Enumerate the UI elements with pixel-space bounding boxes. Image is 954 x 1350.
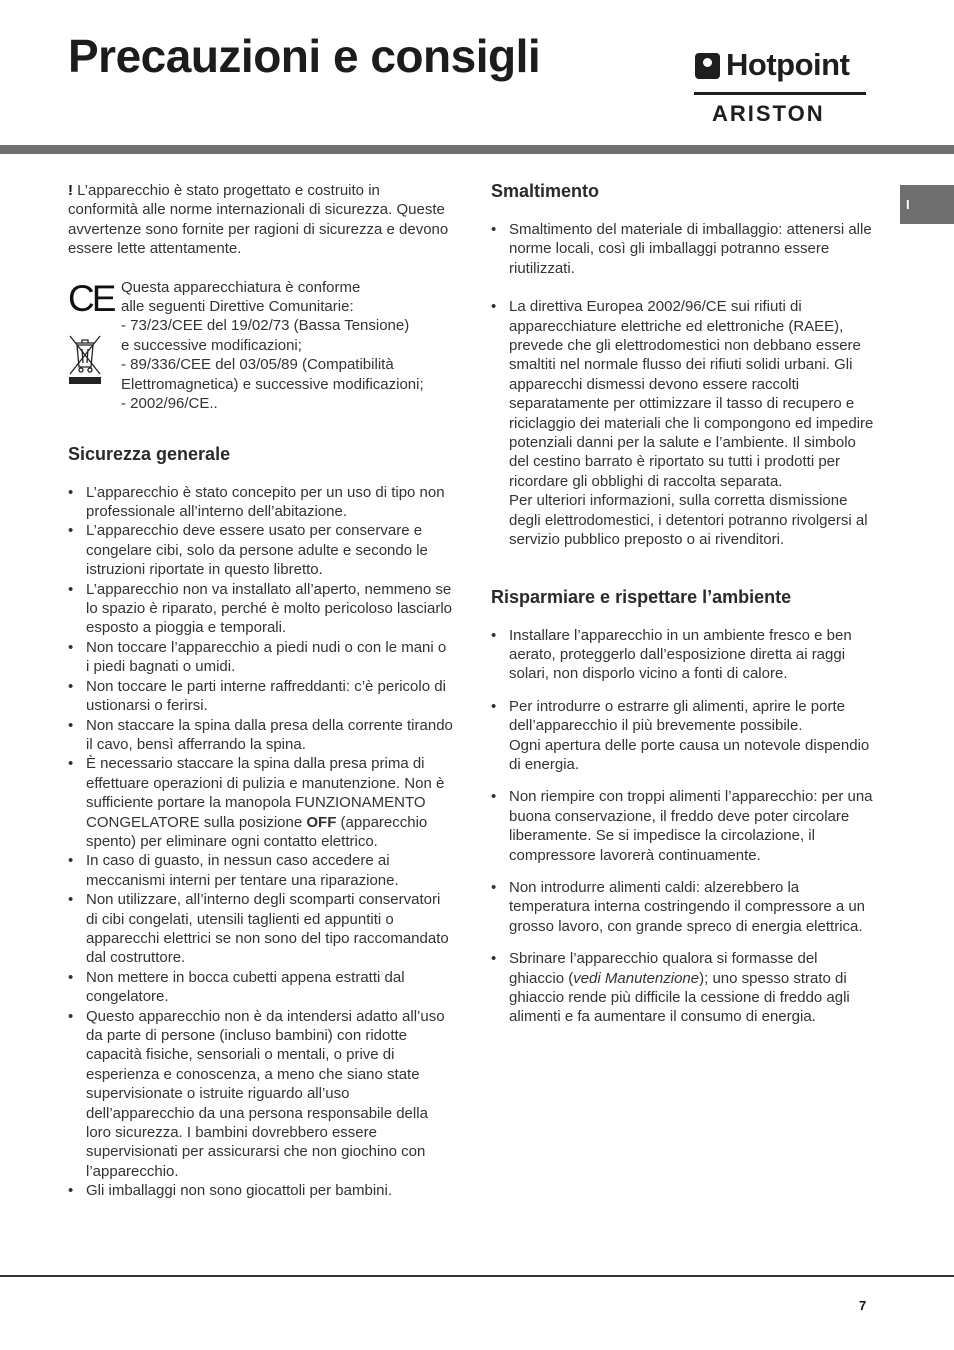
page-title: Precauzioni e consigli (68, 30, 541, 82)
list-item (68, 754, 453, 851)
ce-directives-text (121, 278, 453, 414)
list-item (491, 297, 876, 549)
ce-line: Questa apparecchiatura è conforme (121, 278, 361, 296)
list-item: • Smaltimento del materiale di imballaggio: attenersi alle norme locali, così gli imballaggi potranno essere riutilizzati. (491, 220, 876, 278)
list-item: • L’apparecchio è stato concepito per un uso di tipo non professionale all’interno dell’abitazione. (68, 483, 453, 522)
page-number: 7 (859, 1298, 867, 1313)
list-item: • Non mettere in bocca cubetti appena estratti dal congelatore. (68, 968, 453, 1007)
ce-line: Elettromagnetica) e successive modificazioni; (121, 375, 424, 393)
logo-brand-text: Hotpoint (726, 47, 850, 82)
list-item: • Non riempire con troppi alimenti l’apparecchio: per una buona conservazione, il freddo deve poter circolare liberamente. Se si impedisce la circolazione, il compressore lavorerà continuamente. (491, 787, 876, 865)
raee-info-text: Per ulteriori informazioni, sulla corretta dismissione degli elettrodomestici, i detentori potranno rivolgersi al servizio pubblico preposto o ai rivenditori. (509, 492, 868, 549)
ce-line: - 73/23/CEE del 19/02/73 (Bassa Tensione) (121, 317, 410, 335)
list-item: • Gli imballaggi non sono giocattoli per bambini. (68, 1181, 453, 1200)
logo-divider (694, 92, 866, 95)
doors-text: • Per introdurre o estrarre gli alimenti, aprire le porte dell’apparecchio il più brevemente possibile. (509, 697, 845, 735)
list-item: • Non introdurre alimenti caldi: alzerebbero la temperatura interna costringendo il compressore a un grosso lavoro, con grande spreco di energia elettrica. (491, 878, 876, 936)
footer-rule (0, 1275, 954, 1277)
section-heading-smaltimento: Smaltimento (491, 181, 600, 201)
right-column (491, 180, 876, 1027)
hotpoint-logo-icon (695, 53, 720, 79)
ce-line: alle seguenti Direttive Comunitarie: (121, 298, 354, 316)
list-item: • L’apparecchio non va installato all’aperto, nemmeno se lo spazio è riparato, perché è molto pericoloso lasciarlo esposto a pioggia e temporali. (68, 580, 453, 638)
ce-line: - 89/336/CEE del 03/05/89 (Compatibilità (121, 356, 394, 374)
hotpoint-ariston-logo (694, 47, 868, 126)
off-label: OFF (306, 813, 337, 831)
doors-energy-text: Ogni apertura delle porte causa un notevole dispendio di energia. (509, 736, 870, 773)
manutenzione-reference: vedi Manutenzione (573, 969, 700, 987)
defrost-text-before: Sbrinare l’apparecchio qualora si formasse del ghiaccio ( (509, 950, 818, 987)
section-heading-sicurezza: Sicurezza generale (68, 443, 231, 464)
list-item: • Non toccare l’apparecchio a piedi nudi o con le mani o i piedi bagnati o umidi. (68, 638, 453, 677)
list-item: • Non utilizzare, all’interno degli scomparti conservatori di cibi congelati, utensili taglienti ed appuntiti o apparecchi elettrici se non sono del tipo raccomandato dal costruttore. (68, 890, 453, 968)
risparmio-list (491, 626, 876, 1027)
spina-text-after: (apparecchio spento) per eliminare ogni contatto elettrico. (86, 813, 428, 850)
list-item (491, 697, 876, 775)
logo-sub-text: ARISTON (712, 101, 825, 126)
section-heading-risparmio: Risparmiare e rispettare l’ambiente (491, 586, 792, 607)
smaltimento-list (491, 220, 876, 550)
list-item: • Questo apparecchio non è da intendersi adatto all’uso da parte di persone (incluso bambini) con ridotte capacità fisiche, sensoriali o mentali, o prive di esperienza e conoscenza, a meno che siano state supervisionate o istruite riguardo all’uso dell’apparecchio da una persona responsabile della loro sicurezza. I bambini dovrebbero essere supervisionati per assicurarsi che non giochino con l’apparecchio. (68, 1007, 453, 1182)
list-item: • L’apparecchio deve essere usato per conservare e congelare cibi, solo da persone adulte e secondo le istruzioni riportate in questo libretto. (68, 521, 453, 579)
list-item: • Non toccare le parti interne raffreddanti: c’è pericolo di ustionarsi o ferirsi. (68, 677, 453, 716)
language-tab: I (900, 185, 954, 224)
header-band (0, 145, 954, 154)
raee-text: • La direttiva Europea 2002/96/CE sui rifiuti di apparecchiature elettriche ed elettroniche (RAEE), prevede che gli elettrodomestici non debbano essere smaltiti nel normale flusso dei rifiuti solidi urbani. Gli apparecchi dismessi devono essere raccolti separatamente per ottimizzare il tasso di recupero e riciclaggio dei materiali che li compongono ed impedire potenziali danni per la salute e l’ambiente. Il simbolo del cestino barrato è riportato su tutti i prodotti per ricordare gli obblighi di raccolta separata. (509, 298, 874, 490)
ce-mark-icon: CE (68, 277, 114, 319)
list-item: • In caso di guasto, in nessun caso accedere ai meccanismi interni per tentare una riparazione. (68, 851, 453, 890)
sicurezza-list (68, 483, 453, 1201)
list-item: • Non staccare la spina dalla presa della corrente tirando il cavo, bensì afferrando la spina. (68, 716, 453, 755)
spina-text-before: È necessario staccare la spina dalla presa prima di effettuare operazioni di pulizia e manutenzione. Non è sufficiente portare la manopola FUNZIONAMENTO CONGELATORE sulla posizione (86, 755, 445, 831)
intro-text: L’apparecchio è stato progettato e costruito in conformità alle norme internazionali di sicurezza. Queste avvertenze sono fornite per ragioni di sicurezza e devono essere lette attentamente. (68, 182, 449, 258)
ce-line: - 2002/96/CE.. (121, 395, 218, 413)
warning-mark: ! (68, 182, 73, 199)
weee-crossed-bin-icon (68, 334, 102, 384)
ce-compliance-block (68, 277, 453, 413)
defrost-text-after: ); uno spesso strato di ghiaccio rende più difficile la cessione di freddo agli alimenti e fa aumentare il consumo di energia. (509, 969, 850, 1026)
list-item (491, 949, 876, 1027)
left-column (68, 181, 453, 1201)
list-item: • Installare l’apparecchio in un ambiente fresco e ben aerato, proteggerlo dall’esposizione diretta ai raggi solari, non disporlo vicino a fonti di calore. (491, 626, 876, 684)
intro-paragraph (68, 181, 453, 259)
ce-line: e successive modificazioni; (121, 336, 302, 354)
